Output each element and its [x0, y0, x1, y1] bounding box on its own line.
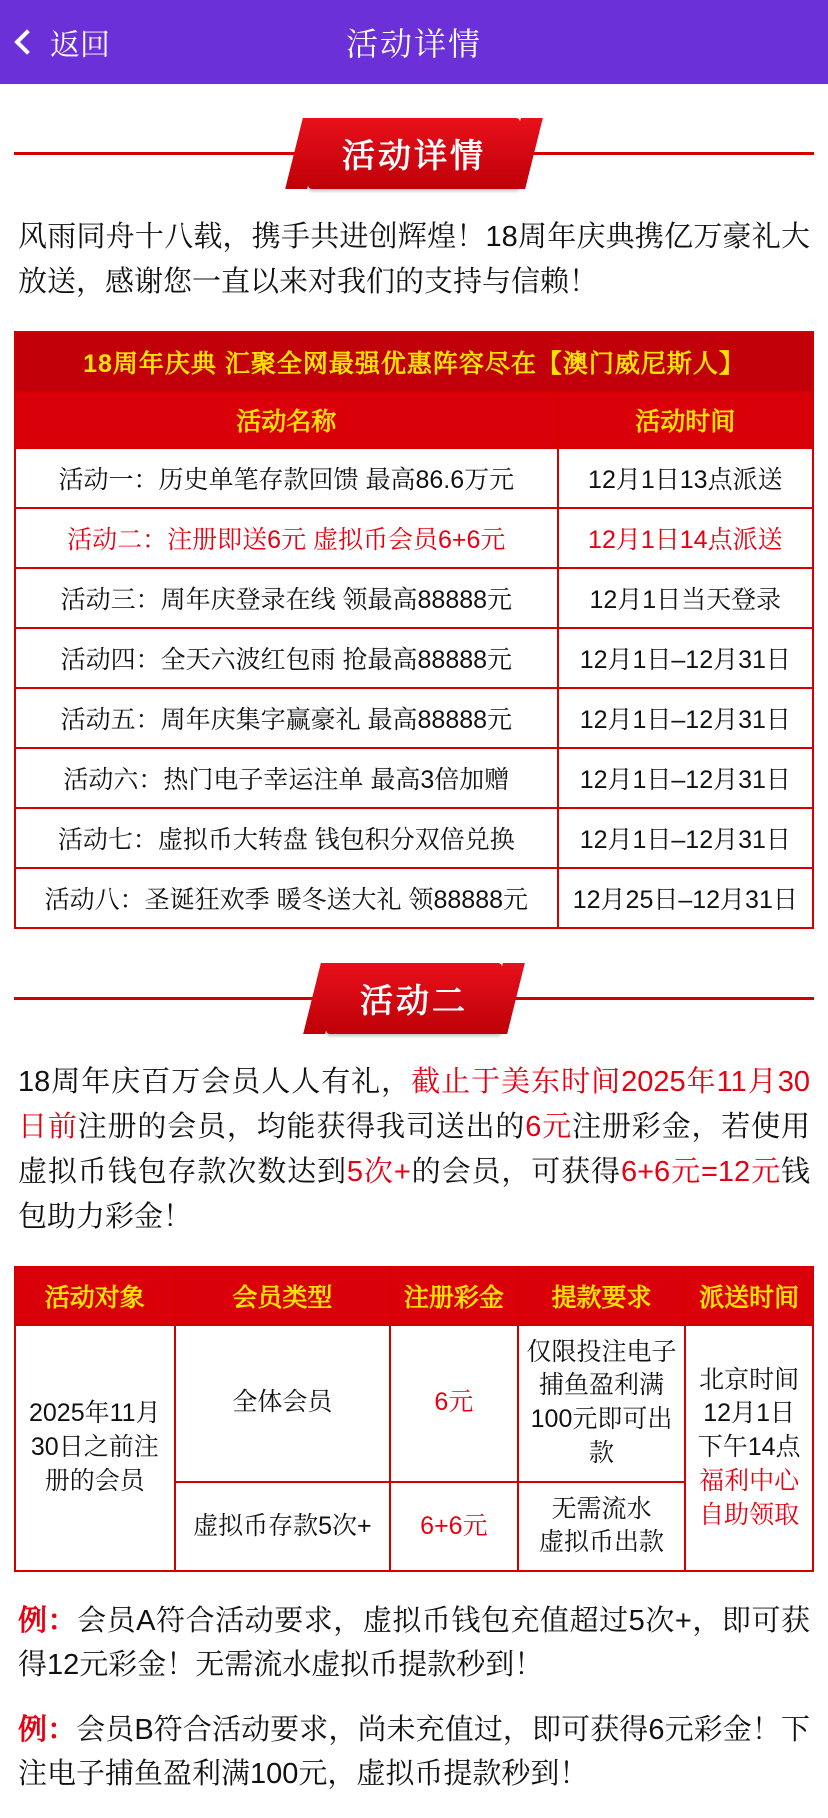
table-header-row — [15, 392, 813, 448]
section-banner-activity-details — [0, 118, 828, 189]
table-title-row — [15, 332, 813, 392]
desc-fragment-8: 钱包助力彩金！ — [18, 1155, 810, 1233]
activity-list-table-wrapper — [0, 331, 828, 929]
desc-fragment-4: 注册彩金，若使用虚拟币钱包存款次数达到 — [18, 1110, 810, 1188]
withdraw-cell: 仅限投注电子捕鱼盈利满100元即可出款 — [518, 1325, 686, 1482]
page-title: 活动详情 — [345, 26, 482, 62]
activity-name-cell: 活动八：圣诞狂欢季 暖冬送大礼 领88888元 — [15, 868, 558, 928]
back-button[interactable] — [18, 20, 110, 64]
table-row — [15, 568, 813, 628]
table2-header-cell-3: 提款要求 — [518, 1267, 686, 1325]
activity-time-cell: 12月1日–12月31日 — [558, 808, 813, 868]
bonus-cell: 6元 — [390, 1325, 518, 1482]
activity-time-cell: 12月1日当天登录 — [558, 568, 813, 628]
desc-fragment-5: 5次+ — [346, 1155, 411, 1188]
intro-paragraph: 风雨同舟十八载，携手共进创辉煌！18周年庆典携亿万豪礼大放送，感谢您一直以来对我们的支持与信赖！ — [18, 221, 810, 298]
table-row — [15, 448, 813, 508]
back-button-label: 返回 — [50, 29, 110, 62]
desc-fragment-6: 的会员，可获得 — [410, 1155, 621, 1188]
banner-label: 活动详情 — [308, 118, 520, 189]
example-label: 例： — [18, 1714, 77, 1747]
desc-fragment-0: 18周年庆百万会员人人有礼， — [18, 1065, 412, 1098]
withdraw-cell: 无需流水 虚拟币出款 — [518, 1482, 686, 1572]
desc-fragment-3: 6元 — [525, 1110, 573, 1143]
table2-header-cell-2: 注册彩金 — [390, 1267, 518, 1325]
activity-name-cell: 活动二：注册即送6元 虚拟币会员6+6元 — [15, 508, 558, 568]
table-header-cell-0: 活动名称 — [15, 392, 558, 448]
table-row — [15, 868, 813, 928]
table-title-cell: 18周年庆典 汇聚全网最强优惠阵容尽在【澳门威尼斯人】 — [15, 332, 813, 392]
activity-name-cell: 活动一：历史单笔存款回馈 最高86.6万元 — [15, 448, 558, 508]
activity-list-table — [14, 331, 814, 929]
desc-fragment-1: 截止于美东时间2025年11月30日前 — [18, 1065, 810, 1143]
table2-header-cell-4: 派送时间 — [685, 1267, 813, 1325]
example-paragraph-1 — [0, 1709, 828, 1796]
activity-name-cell: 活动七：虚拟币大转盘 钱包积分双倍兑换 — [15, 808, 558, 868]
activity-time-cell: 12月1日–12月31日 — [558, 628, 813, 688]
table-row — [15, 508, 813, 568]
desc-fragment-7: 6+6元=12元 — [620, 1155, 781, 1188]
table-row — [15, 808, 813, 868]
activity-two-table — [14, 1266, 814, 1573]
send-time-cell — [685, 1325, 813, 1572]
table-row — [15, 628, 813, 688]
banner-line-left-2 — [14, 997, 316, 1000]
table-row — [15, 688, 813, 748]
activity-object-cell: 2025年11月30日之前注册的会员 — [15, 1325, 175, 1572]
table2-header-row — [15, 1267, 813, 1325]
banner-line-left — [14, 152, 298, 155]
table-row — [15, 1325, 813, 1482]
example-label: 例： — [18, 1605, 78, 1638]
page-header — [0, 0, 828, 84]
send-time-black: 北京时间 12月1日 下午14点 — [697, 1365, 801, 1461]
table2-header-cell-1: 会员类型 — [175, 1267, 390, 1325]
activity-name-cell: 活动三：周年庆登录在线 领最高88888元 — [15, 568, 558, 628]
bonus-cell: 6+6元 — [390, 1482, 518, 1572]
activity-time-cell: 12月1日14点派送 — [558, 508, 813, 568]
activity-two-description — [0, 1060, 828, 1240]
banner-line-right-2 — [512, 997, 814, 1000]
member-type-cell: 全体会员 — [175, 1325, 390, 1482]
examples-list — [0, 1600, 828, 1796]
example-paragraph-0 — [0, 1600, 828, 1687]
section-banner-activity-two — [0, 963, 828, 1034]
activity-time-cell: 12月1日13点派送 — [558, 448, 813, 508]
activity-time-cell: 12月1日–12月31日 — [558, 688, 813, 748]
member-type-cell: 虚拟币存款5次+ — [175, 1482, 390, 1572]
send-time-red: 福利中心 自助领取 — [699, 1466, 800, 1529]
banner-line-right — [530, 152, 814, 155]
activity-two-table-wrapper — [0, 1266, 828, 1573]
example-text: 会员B符合活动要求，尚未充值过，即可获得6元彩金！下注电子捕鱼盈利满100元，虚拟币提款秒到！ — [18, 1714, 810, 1790]
example-text: 会员A符合活动要求，虚拟币钱包充值超过5次+，即可获得12元彩金！无需流水虚拟币提款秒到！ — [18, 1605, 810, 1681]
table2-header-cell-0: 活动对象 — [15, 1267, 175, 1325]
activity-name-cell: 活动四：全天六波红包雨 抢最高88888元 — [15, 628, 558, 688]
activity-name-cell: 活动五：周年庆集字赢豪礼 最高88888元 — [15, 688, 558, 748]
activity-time-cell: 12月25日–12月31日 — [558, 868, 813, 928]
desc-fragment-2: 注册的会员，均能获得我司送出的 — [77, 1110, 526, 1143]
activity-name-cell: 活动六：热门电子幸运注单 最高3倍加赠 — [15, 748, 558, 808]
table-header-cell-1: 活动时间 — [558, 392, 813, 448]
table-row — [15, 748, 813, 808]
chevron-left-icon — [14, 29, 39, 54]
activity-time-cell: 12月1日–12月31日 — [558, 748, 813, 808]
banner-label-2: 活动二 — [326, 963, 502, 1034]
